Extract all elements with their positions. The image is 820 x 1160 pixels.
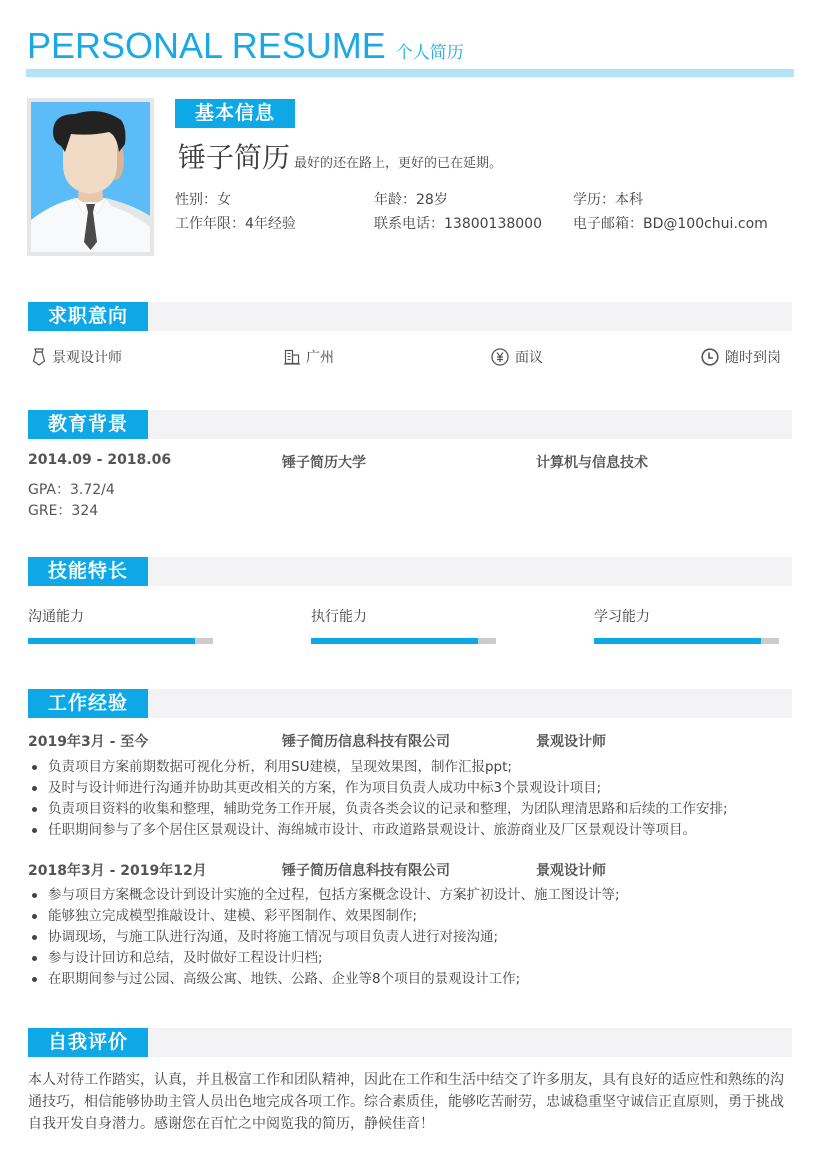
education-school: 锤子简历大学	[282, 455, 366, 471]
section-tag-education: 教育背景	[28, 410, 148, 439]
title-chinese: 个人简历	[395, 43, 464, 63]
skill-learning	[594, 608, 780, 644]
section-tag-intent: 求职意向	[28, 302, 148, 331]
education-gre: GRE：324	[28, 503, 99, 519]
education-major: 计算机与信息技术	[536, 455, 648, 471]
job-period: 2019年3月 - 至今	[28, 734, 149, 750]
list-item: 在职期间参与过公园、高级公寓、地铁、公路、企业等8个项目的景观设计工作;	[28, 969, 792, 990]
basic-info-grid	[175, 191, 795, 234]
building-icon	[284, 349, 300, 365]
job-title: 景观设计师	[536, 863, 606, 879]
info-email: 电子邮箱：BD@100chui.com	[573, 216, 768, 232]
intent-position-label: 景观设计师	[52, 350, 122, 366]
section-header-self-eval	[28, 1028, 792, 1057]
motto: 最好的还在路上，更好的已在延期。	[294, 156, 503, 171]
info-degree: 学历：本科	[573, 192, 643, 208]
candidate-name: 锤子简历	[178, 141, 291, 174]
info-phone: 联系电话：13800138000	[374, 216, 542, 232]
section-tag-skills: 技能特长	[28, 557, 148, 586]
tie-icon	[32, 348, 46, 366]
skill-execution	[311, 608, 497, 644]
section-header-work	[28, 689, 792, 718]
self-evaluation-text: 本人对待工作踏实，认真，并且极富工作和团队精神，因此在工作和生活中结交了许多朋友，具有良好的适应性和熟练的沟通技巧，相信能够协助主管人员出色地完成各项工作。综合素质佳，能够吃苦耐劳，忠诚稳重坚守诚信正直原则，勇于挑战自我开发自身潜力。感谢您在百忙之中阅览我的简历，静候佳音！	[28, 1072, 784, 1132]
section-tag-work: 工作经验	[28, 689, 148, 718]
intent-salary	[491, 347, 543, 367]
intent-city-label: 广州	[306, 350, 334, 366]
job-2-header	[28, 860, 792, 878]
skill-progress-fill	[28, 638, 195, 644]
list-item: 任职期间参与了多个居住区景观设计、海绵城市设计、市政道路景观设计、旅游商业及厂区景观设计等项目。	[28, 820, 792, 841]
list-item: 及时与设计师进行沟通并协助其更改相关的方案，作为项目负责人成功中标3个景观设计项目;	[28, 778, 792, 799]
intent-availability-label: 随时到岗	[725, 350, 781, 366]
section-header-skills	[28, 557, 792, 586]
list-item: 负责项目资料的收集和整理，辅助党务工作开展，负责各类会议的记录和整理，为团队理清思路和后续的工作安排;	[28, 799, 792, 820]
skill-label: 学习能力	[594, 609, 650, 625]
job-2-duties	[28, 885, 792, 990]
job-period: 2018年3月 - 2019年12月	[28, 863, 207, 879]
skill-label: 执行能力	[311, 609, 367, 625]
skill-progress-bar	[311, 638, 496, 644]
section-header-intent	[28, 302, 792, 331]
title-underline-bar	[26, 69, 794, 77]
info-gender: 性别：女	[175, 192, 231, 208]
list-item: 能够独立完成模型推敲设计、建模、彩平图制作、效果图制作;	[28, 906, 792, 927]
list-item: 参与项目方案概念设计到设计实施的全过程，包括方案概念设计、方案扩初设计、施工图设计等;	[28, 885, 792, 906]
clock-icon	[701, 348, 719, 366]
name-row	[178, 140, 502, 176]
skill-label: 沟通能力	[28, 609, 84, 625]
job-1-header	[28, 731, 792, 749]
info-age: 年龄：28岁	[374, 192, 448, 208]
section-tag-self-eval: 自我评价	[28, 1028, 148, 1057]
list-item: 协调现场，与施工队进行沟通，及时将施工情况与项目负责人进行对接沟通;	[28, 927, 792, 948]
job-1-duties	[28, 757, 792, 841]
avatar-person-icon	[31, 102, 150, 252]
job-company: 锤子简历信息科技有限公司	[282, 734, 450, 750]
education-gpa: GPA：3.72/4	[28, 482, 115, 498]
title-english: PERSONAL RESUME	[27, 25, 386, 66]
education-period: 2014.09 - 2018.06	[28, 452, 172, 468]
section-header-education	[28, 410, 792, 439]
intent-position	[32, 347, 122, 367]
avatar-frame	[27, 98, 154, 256]
job-company: 锤子简历信息科技有限公司	[282, 863, 450, 879]
job-title: 景观设计师	[536, 734, 606, 750]
skill-progress-fill	[311, 638, 478, 644]
list-item: 负责项目方案前期数据可视化分析，利用SU建模，呈现效果图，制作汇报ppt;	[28, 757, 792, 778]
section-tag-basic-info: 基本信息	[175, 99, 295, 128]
list-item: 参与设计回访和总结，及时做好工程设计归档;	[28, 948, 792, 969]
intent-availability	[701, 347, 781, 367]
resume-title	[27, 26, 464, 66]
info-experience-years: 工作年限：4年经验	[175, 216, 296, 232]
intent-row	[28, 347, 792, 367]
skill-progress-bar	[28, 638, 213, 644]
skill-progress-fill	[594, 638, 761, 644]
intent-city	[284, 347, 334, 367]
avatar	[31, 102, 150, 252]
skill-communication	[28, 608, 214, 644]
yuan-icon	[491, 348, 509, 366]
skill-progress-bar	[594, 638, 779, 644]
intent-salary-label: 面议	[515, 350, 543, 366]
